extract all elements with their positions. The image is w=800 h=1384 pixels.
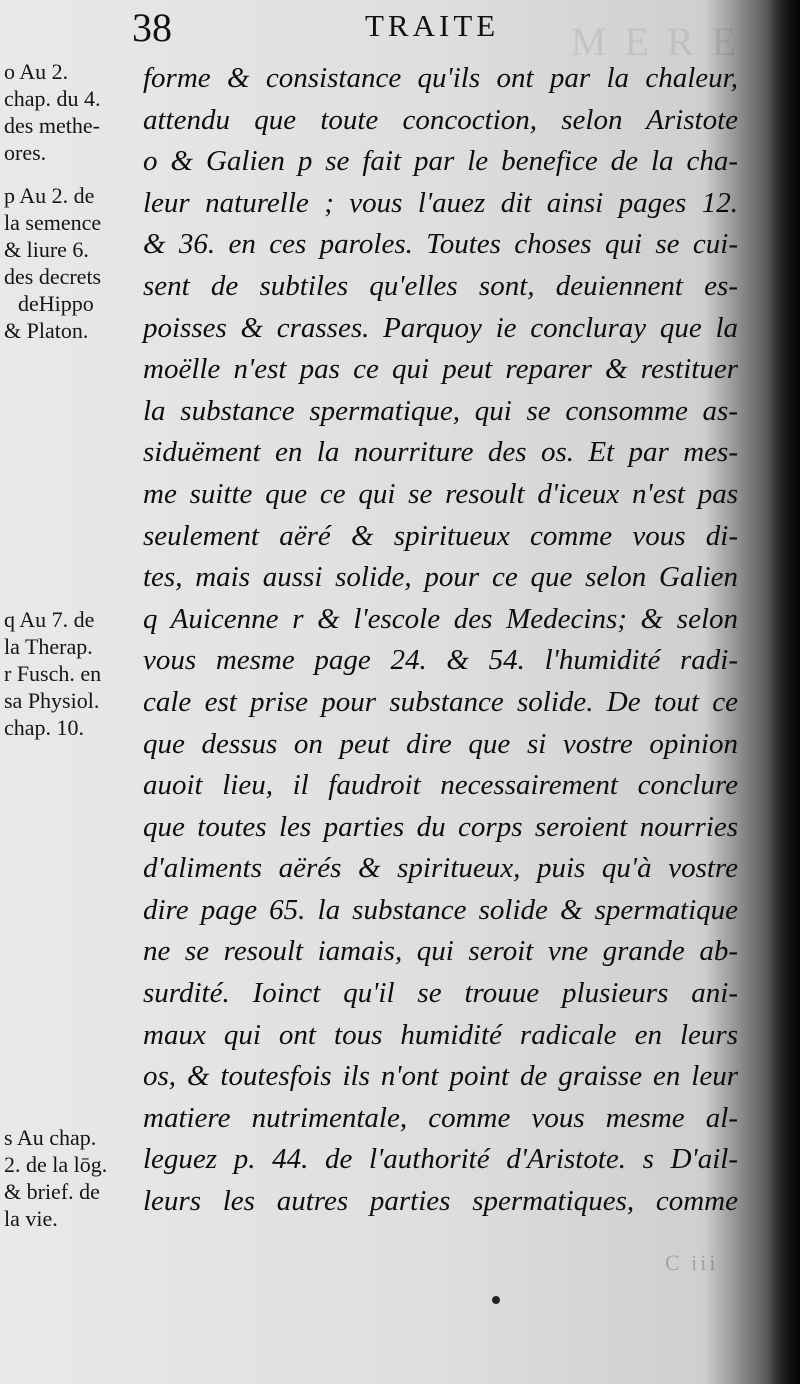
margin-note-line: des decrets bbox=[4, 264, 102, 289]
text-line: cale est prise pour substance solide. De tout ce bbox=[143, 685, 738, 718]
bleed-through-text: M E R E bbox=[570, 19, 740, 64]
margin-note-line: sa Physiol. bbox=[4, 688, 100, 713]
margin-note-line: la semence bbox=[4, 210, 102, 235]
margin-note-line: p Au 2. de bbox=[4, 183, 95, 208]
text-line: leurs les autres parties spermatiques, comme bbox=[143, 1185, 738, 1218]
margin-note-line: 2. de la lōg. bbox=[4, 1152, 108, 1177]
signature-mark: C iii bbox=[665, 1250, 719, 1275]
margin-note bbox=[4, 1124, 149, 1232]
text-line: os, & toutesfois ils n'ont point de graisse en leur bbox=[143, 1060, 738, 1093]
margin-note-line: deHippo bbox=[18, 291, 94, 316]
text-line: maux qui ont tous humidité radicale en leurs bbox=[143, 1018, 738, 1051]
margin-note-line: o Au 2. bbox=[4, 59, 69, 84]
text-line: dire page 65. la substance solide & spermatique bbox=[143, 893, 738, 926]
text-line: d'aliments aërés & spiritueux, puis qu'à vostre bbox=[143, 852, 738, 885]
text-line: leguez p. 44. de l'authorité d'Aristote. s D'ail- bbox=[143, 1143, 738, 1176]
main-text bbox=[143, 58, 738, 1223]
text-line: q Auicenne r & l'escole des Medecins; & selon bbox=[143, 602, 738, 635]
margin-note bbox=[4, 182, 149, 344]
margin-note-line: q Au 7. de bbox=[4, 607, 95, 632]
text-line: que toutes les parties du corps seroient nourries bbox=[143, 810, 738, 843]
text-line: ne se resoult iamais, qui seroit vne grande ab- bbox=[143, 935, 738, 968]
text-line: matiere nutrimentale, comme vous mesme al- bbox=[143, 1101, 738, 1134]
margin-note-line: & brief. de bbox=[4, 1179, 100, 1204]
text-line: la substance spermatique, qui se consomme as- bbox=[143, 394, 738, 427]
text-line: auoit lieu, il faudroit necessairement conclure bbox=[143, 769, 738, 802]
margin-note-line: des methe- bbox=[4, 113, 100, 138]
text-line: vous mesme page 24. & 54. l'humidité radi- bbox=[143, 644, 738, 677]
margin-note bbox=[4, 606, 149, 741]
text-line: que dessus on peut dire que si vostre opinion bbox=[143, 727, 738, 760]
text-line: sent de subtiles qu'elles sont, deuiennent es- bbox=[143, 269, 738, 302]
margin-note-line: & Platon. bbox=[4, 318, 89, 343]
text-line: o & Galien p se fait par le benefice de la cha- bbox=[143, 145, 738, 178]
text-line: surdité. Ioinct qu'il se trouue plusieurs ani- bbox=[143, 977, 738, 1010]
text-line: attendu que toute concoction, selon Aristote bbox=[143, 103, 738, 136]
text-line: seulement aëré & spiritueux comme vous di- bbox=[143, 519, 738, 552]
text-line: & 36. en ces paroles. Toutes choses qui se cui- bbox=[143, 228, 738, 261]
margin-note-line: r Fusch. en bbox=[4, 661, 102, 686]
text-line: tes, mais aussi solide, pour ce que selon Galien bbox=[143, 561, 738, 594]
margin-note-line: & liure 6. bbox=[4, 237, 89, 262]
margin-note-line: la vie. bbox=[4, 1206, 58, 1231]
margin-note bbox=[4, 58, 149, 166]
page-number: 38 bbox=[132, 5, 172, 50]
margin-notes bbox=[0, 0, 150, 1384]
text-line: forme & consistance qu'ils ont par la chaleur, bbox=[143, 62, 738, 94]
spine-shadow bbox=[766, 0, 800, 1384]
text-line: moëlle n'est pas ce qui peut reparer & restituer bbox=[143, 353, 738, 386]
margin-note-line: chap. 10. bbox=[4, 715, 85, 740]
margin-note-line: ores. bbox=[4, 140, 47, 165]
margin-note-line: s Au chap. bbox=[4, 1125, 97, 1150]
text-line: leur naturelle ; vous l'auez dit ainsi pages 12. bbox=[143, 186, 738, 219]
running-head: TRAITE bbox=[365, 8, 500, 43]
text-line: poisses & crasses. Parquoy ie concluray que la bbox=[143, 311, 738, 344]
ink-speck bbox=[492, 1296, 500, 1304]
margin-note-line: la Therap. bbox=[4, 634, 93, 659]
text-line: me suitte que ce qui se resoult d'iceux n'est pas bbox=[143, 477, 738, 510]
margin-note-line: chap. du 4. bbox=[4, 86, 101, 111]
text-line: siduëment en la nourriture des os. Et par mes- bbox=[143, 436, 738, 469]
